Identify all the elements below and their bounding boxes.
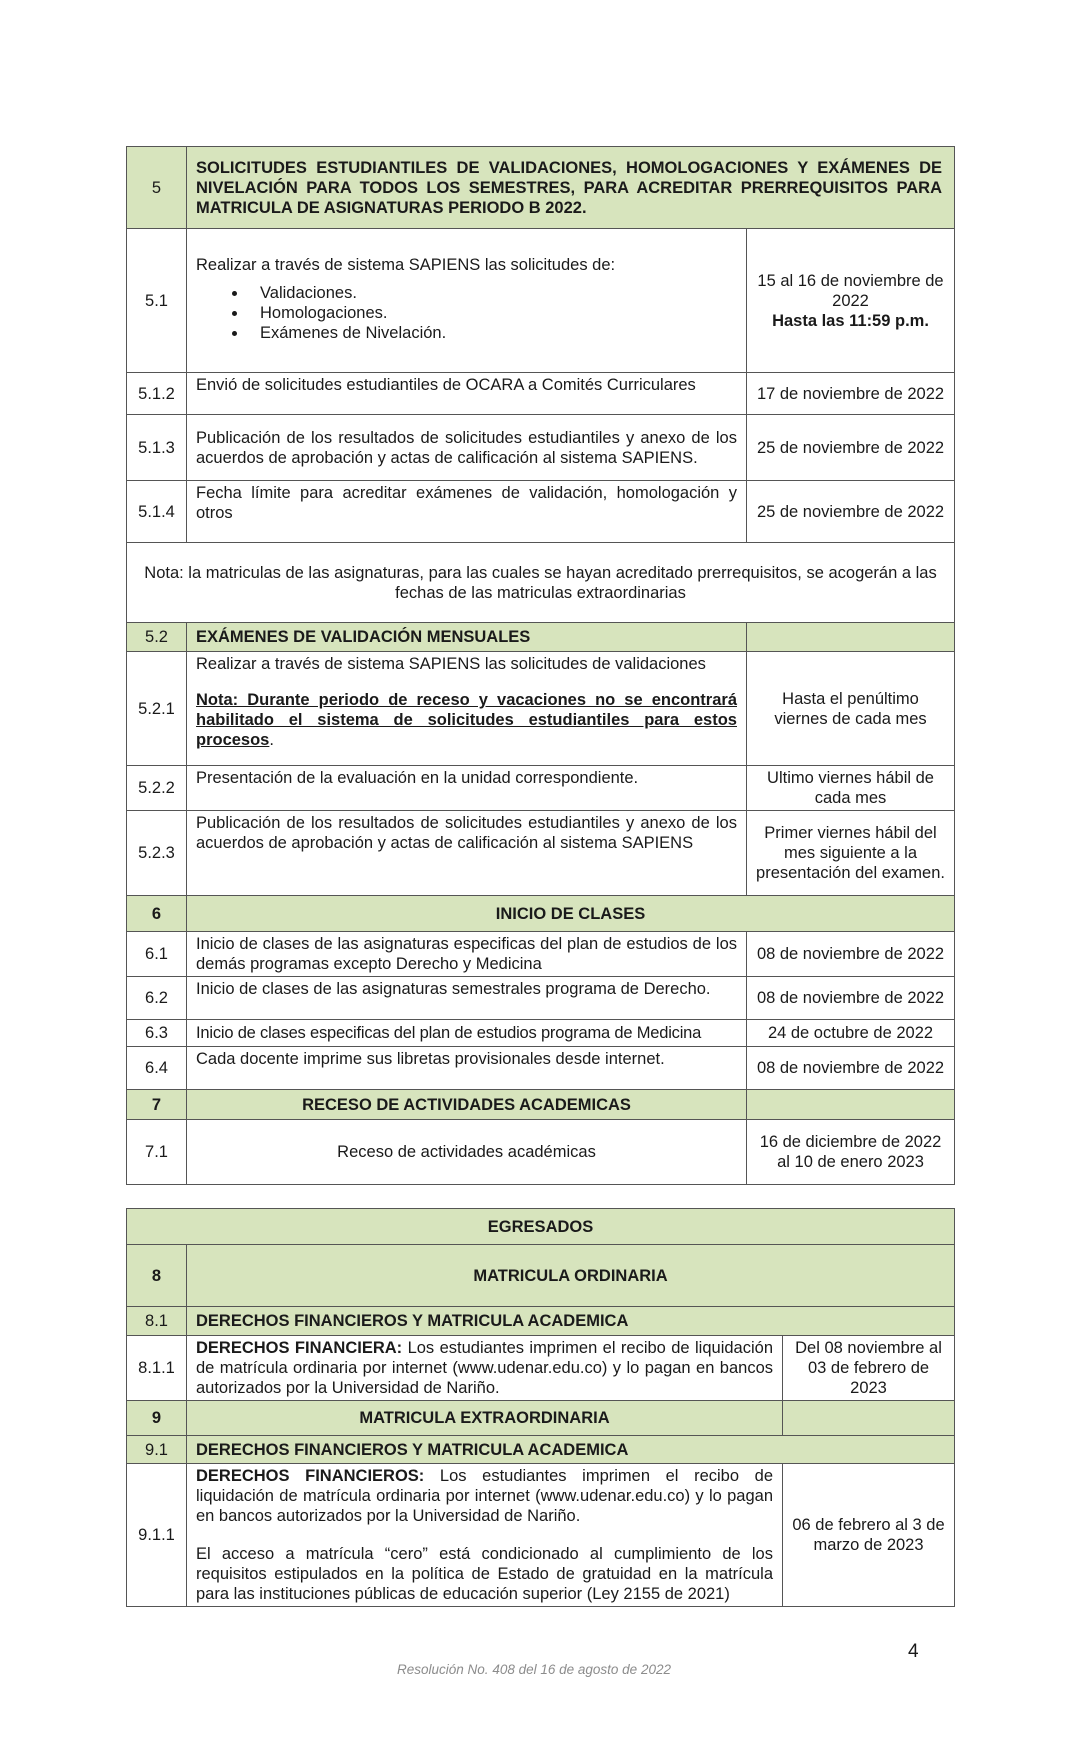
item-date: Hasta el penúltimo viernes de cada mes xyxy=(747,652,955,766)
list-item: • Exámenes de Nivelación. xyxy=(248,323,737,343)
item-number: 6 xyxy=(127,896,187,932)
item-date xyxy=(747,229,955,373)
item-label: DERECHOS FINANCIEROS: xyxy=(196,1467,425,1485)
item-number: 9.1.1 xyxy=(127,1464,187,1607)
item-number: 5.2.1 xyxy=(127,652,187,766)
item-text: Los estudiantes imprimen el recibo de liquidación de matrícula ordinaria por internet (www.udenar.edu.co) y lo pagan en bancos autorizados por la Universidad de Nariño. xyxy=(196,1339,773,1397)
item-description xyxy=(187,1336,783,1401)
section-header-row xyxy=(127,1245,955,1307)
group-header-row xyxy=(127,1209,955,1245)
section-title: INICIO DE CLASES xyxy=(187,896,955,932)
item-description: Cada docente imprime sus libretas provisionales desde internet. xyxy=(187,1047,747,1090)
item-description: Inicio de clases especificas del plan de estudios programa de Medicina xyxy=(187,1020,747,1047)
item-number: 8.1.1 xyxy=(127,1336,187,1401)
important-note: Nota: Durante periodo de receso y vacaciones no se encontrará habilitado el sistema de solicitudes estudiantiles para estos procesos xyxy=(196,691,737,749)
item-number: 8.1 xyxy=(127,1307,187,1336)
table-row xyxy=(127,932,955,977)
section-header-row xyxy=(127,147,955,229)
subsection-header-row xyxy=(127,1307,955,1336)
table-row xyxy=(127,652,955,766)
item-description: Presentación de la evaluación en la unidad correspondiente. xyxy=(187,766,747,811)
request-type-list xyxy=(196,283,737,343)
item-date: 24 de octubre de 2022 xyxy=(747,1020,955,1047)
item-text-2: El acceso a matrícula “cero” está condicionado al cumplimiento de los requisitos estipulados en la política de Estado de gratuidad en la matrícula para las instituciones públicas de educación superior (Ley 2155 de 2021) xyxy=(196,1545,773,1603)
section-header-row xyxy=(127,1401,955,1436)
item-number: 9.1 xyxy=(127,1436,187,1464)
section-title: MATRICULA ORDINARIA xyxy=(187,1245,955,1307)
section-title: SOLICITUDES ESTUDIANTILES DE VALIDACIONES, HOMOLOGACIONES Y EXÁMENES DE NIVELACIÓN PARA TODOS LOS SEMESTRES, PARA ACREDITAR PRERREQUISITOS PARA MATRICULA DE ASIGNATURAS PERIODO B 2022. xyxy=(187,147,955,229)
item-number: 6.4 xyxy=(127,1047,187,1090)
item-date: 16 de diciembre de 2022 al 10 de enero 2023 xyxy=(747,1120,955,1185)
item-date: 25 de noviembre de 2022 xyxy=(747,481,955,543)
table-row xyxy=(127,229,955,373)
page-number: 4 xyxy=(908,1641,919,1662)
item-number: 5 xyxy=(127,147,187,229)
group-title: EGRESADOS xyxy=(127,1209,955,1245)
item-description: Inicio de clases de las asignaturas especificas del plan de estudios de los demás programas excepto Derecho y Medicina xyxy=(187,932,747,977)
item-number: 6.1 xyxy=(127,932,187,977)
calendar-table-graduates xyxy=(126,1208,955,1607)
table-row xyxy=(127,1047,955,1090)
empty-cell xyxy=(783,1401,955,1436)
item-description xyxy=(187,229,747,373)
footer-resolution: Resolución No. 408 del 16 de agosto de 2022 xyxy=(397,1662,671,1677)
item-date: 08 de noviembre de 2022 xyxy=(747,932,955,977)
list-item: • Homologaciones. xyxy=(248,303,737,323)
item-note xyxy=(196,690,737,750)
section-title: EXÁMENES DE VALIDACIÓN MENSUALES xyxy=(187,623,747,652)
list-item: • Validaciones. xyxy=(248,283,737,303)
subsection-title: DERECHOS FINANCIEROS Y MATRICULA ACADEMICA xyxy=(187,1307,955,1336)
table-row xyxy=(127,1120,955,1185)
item-number: 7 xyxy=(127,1090,187,1120)
section-header-row xyxy=(127,896,955,932)
item-date: 06 de febrero al 3 de marzo de 2023 xyxy=(783,1464,955,1607)
table-row xyxy=(127,373,955,415)
table-row xyxy=(127,811,955,896)
table-row xyxy=(127,1464,955,1607)
table-row xyxy=(127,1020,955,1047)
item-number: 7.1 xyxy=(127,1120,187,1185)
item-text: Los estudiantes imprimen el recibo de liquidación de matrícula ordinaria por internet (www.udenar.edu.co) y lo pagan en bancos autorizados por la Universidad de Nariño. xyxy=(196,1467,774,1525)
item-number: 5.1.4 xyxy=(127,481,187,543)
item-label: DERECHOS FINANCIERA: xyxy=(196,1339,403,1357)
item-date: 08 de noviembre de 2022 xyxy=(747,977,955,1020)
section-header-row xyxy=(127,623,955,652)
item-description: Publicación de los resultados de solicitudes estudiantiles y anexo de los acuerdos de aprobación y actas de calificación al sistema SAPIENS xyxy=(187,811,747,896)
section-header-row xyxy=(127,1090,955,1120)
deadline-time: Hasta las 11:59 p.m. xyxy=(772,311,929,330)
item-description: Inicio de clases de las asignaturas semestrales programa de Derecho. xyxy=(187,977,747,1020)
item-number: 5.1.2 xyxy=(127,373,187,415)
item-description: Fecha límite para acreditar exámenes de validación, homologación y otros xyxy=(187,481,747,543)
item-number: 9 xyxy=(127,1401,187,1436)
item-number: 5.2.2 xyxy=(127,766,187,811)
item-intro: Realizar a través de sistema SAPIENS las solicitudes de: xyxy=(196,255,616,274)
item-date: 17 de noviembre de 2022 xyxy=(747,373,955,415)
subsection-title: DERECHOS FINANCIEROS Y MATRICULA ACADEMICA xyxy=(187,1436,955,1464)
item-number: 8 xyxy=(127,1245,187,1307)
item-description: Receso de actividades académicas xyxy=(187,1120,747,1185)
section-title: RECESO DE ACTIVIDADES ACADEMICAS xyxy=(187,1090,747,1120)
item-date: Del 08 noviembre al 03 de febrero de 2023 xyxy=(783,1336,955,1401)
note-text: Nota: la matriculas de las asignaturas, para las cuales se hayan acreditado prerrequisitos, se acogerán a las fechas de las matriculas extraordinarias xyxy=(127,543,955,623)
item-date: Ultimo viernes hábil de cada mes xyxy=(747,766,955,811)
empty-cell xyxy=(747,623,955,652)
empty-cell xyxy=(747,1090,955,1120)
table-row xyxy=(127,481,955,543)
item-description: Envió de solicitudes estudiantiles de OCARA a Comités Curriculares xyxy=(187,373,747,415)
table-row xyxy=(127,1336,955,1401)
item-number: 6.3 xyxy=(127,1020,187,1047)
item-number: 6.2 xyxy=(127,977,187,1020)
item-description xyxy=(187,652,747,766)
item-date: 25 de noviembre de 2022 xyxy=(747,415,955,481)
item-text: Realizar a través de sistema SAPIENS las solicitudes de validaciones xyxy=(196,655,706,673)
item-description xyxy=(187,1464,783,1607)
note-row xyxy=(127,543,955,623)
item-date: 08 de noviembre de 2022 xyxy=(747,1047,955,1090)
item-description: Publicación de los resultados de solicitudes estudiantiles y anexo de los acuerdos de aprobación y actas de calificación al sistema SAPIENS. xyxy=(187,415,747,481)
calendar-table-students xyxy=(126,146,955,1185)
table-row xyxy=(127,977,955,1020)
note-end: . xyxy=(269,731,274,749)
date-range: 15 al 16 de noviembre de 2022 xyxy=(757,271,944,310)
item-number: 5.1.3 xyxy=(127,415,187,481)
section-title: MATRICULA EXTRAORDINARIA xyxy=(187,1401,783,1436)
item-date: Primer viernes hábil del mes siguiente a la presentación del examen. xyxy=(747,811,955,896)
item-number: 5.2 xyxy=(127,623,187,652)
item-number: 5.1 xyxy=(127,229,187,373)
table-row xyxy=(127,415,955,481)
item-number: 5.2.3 xyxy=(127,811,187,896)
subsection-header-row xyxy=(127,1436,955,1464)
table-row xyxy=(127,766,955,811)
